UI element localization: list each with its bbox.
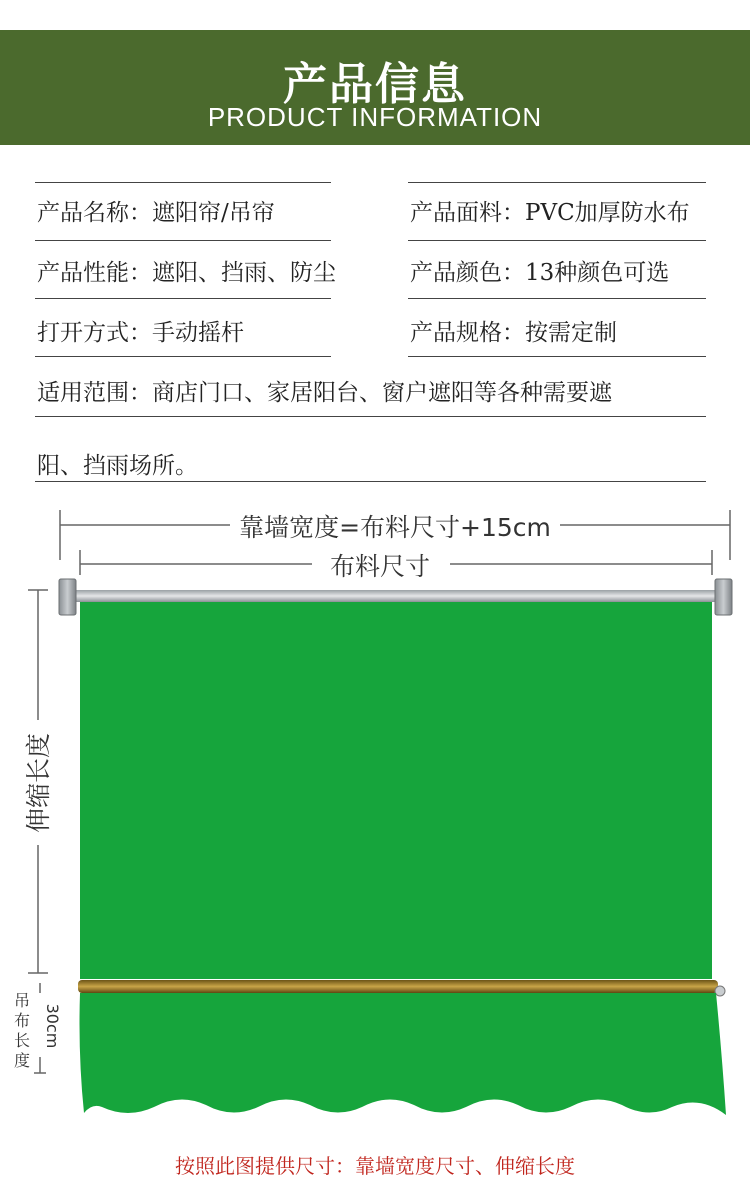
divider (35, 298, 331, 299)
page-title: 产品信息 (283, 59, 467, 110)
divider (408, 356, 706, 357)
roller-tube (70, 590, 722, 602)
divider (35, 416, 706, 417)
info-scope-line-2: 阳、挡雨场所。 (37, 453, 198, 479)
divider (35, 356, 331, 357)
awning-fabric (80, 595, 712, 979)
hanging-value-label: 30cm (43, 1003, 62, 1049)
divider (35, 481, 706, 482)
info-product-material: 产品面料：PVC加厚防水布 (410, 200, 690, 226)
divider (35, 182, 331, 183)
left-bracket (59, 579, 76, 615)
extension-dimension (24, 590, 53, 973)
hanging-label-char-3: 长 (13, 1031, 31, 1050)
front-bar (78, 980, 718, 993)
bar-end-cap (715, 986, 725, 996)
hanging-dimension (34, 983, 62, 1073)
page-subtitle: PRODUCT INFORMATION (207, 102, 543, 132)
hanging-label-char-4: 度 (13, 1051, 31, 1070)
extension-label: 伸缩长度 (24, 732, 53, 834)
hanging-length-label (14, 991, 30, 1070)
fabric-size-label: 布料尺寸 (329, 552, 431, 581)
right-bracket (715, 579, 732, 615)
divider (408, 182, 706, 183)
info-product-name: 产品名称：遮阳帘/吊帘 (37, 200, 275, 226)
info-opening-method: 打开方式：手动摇杆 (37, 320, 244, 346)
fabric-size-dimension (80, 550, 712, 581)
info-product-color: 产品颜色：13种颜色可选 (410, 260, 670, 286)
hanging-label-char-2: 布 (13, 1011, 31, 1030)
size-instruction-note: 按照此图提供尺寸：靠墙宽度尺寸、伸缩长度 (175, 1154, 575, 1178)
divider (408, 298, 706, 299)
hanging-label-char-1: 吊 (13, 991, 31, 1010)
product-info-header (0, 30, 750, 145)
awning-diagram (0, 495, 750, 1135)
info-product-performance: 产品性能：遮阳、挡雨、防尘 (37, 260, 336, 286)
info-product-spec: 产品规格：按需定制 (410, 320, 617, 346)
info-scope-line-1: 适用范围：商店门口、家居阳台、窗户遮阳等各种需要遮 (37, 380, 612, 406)
hanging-valance (80, 993, 727, 1115)
divider (408, 240, 706, 241)
wall-width-label: 靠墙宽度=布料尺寸+15cm (239, 513, 551, 542)
divider (35, 240, 331, 241)
